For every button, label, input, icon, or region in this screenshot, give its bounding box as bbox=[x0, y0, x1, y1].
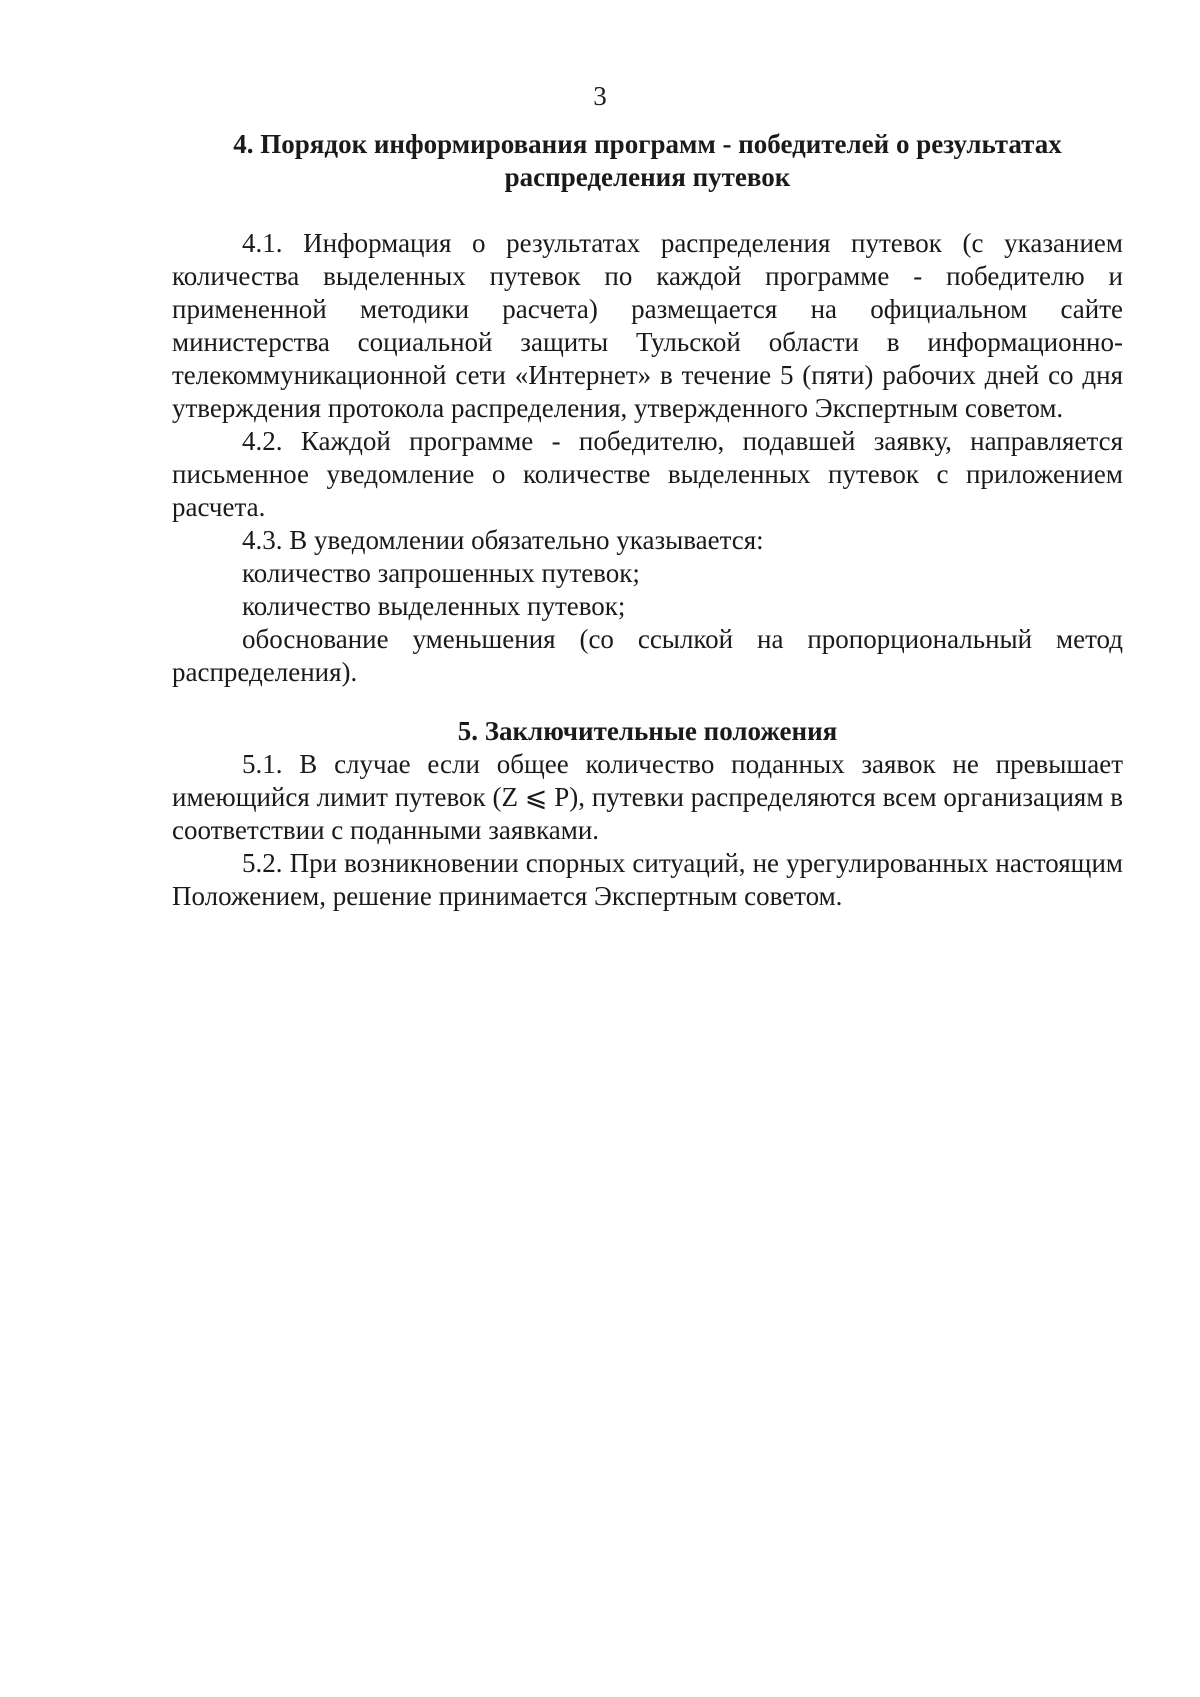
list-item-requested: количество запрошенных путевок; bbox=[242, 558, 640, 588]
paragraph-4-2: 4.2. Каждой программе - победителю, подавшей заявку, направляется письменное уведомление о количестве выделенных путевок с приложением расчета. bbox=[172, 426, 1123, 522]
section-4-heading bbox=[172, 128, 1123, 194]
document-body bbox=[172, 128, 1123, 913]
paragraph-5-1: 5.1. В случае если общее количество поданных заявок не превышает имеющийся лимит путевок (Z ⩽ P), путевки распределяются всем организациям в соответствии с поданными заявками. bbox=[172, 749, 1123, 845]
section-4-heading-line-1: 4. Порядок информирования программ - победителей о результатах bbox=[233, 129, 1062, 159]
paragraph-4-1: 4.1. Информация о результатах распределения путевок (с указанием количества выделенных путевок по каждой программе - победителю и примененной методики расчета) размещается на официальном сайте министерства социальной защиты Тульской области в информационно-телекоммуникационной сети «Интернет» в течение 5 (пяти) рабочих дней со дня утверждения протокола распределения, утвержденного Экспертным советом. bbox=[172, 228, 1123, 423]
paragraph-4-3: 4.3. В уведомлении обязательно указывается: bbox=[242, 525, 764, 555]
paragraph-5-2: 5.2. При возникновении спорных ситуаций, не урегулированных настоящим Положением, решение принимается Экспертным советом. bbox=[172, 848, 1123, 911]
list-item-allocated: количество выделенных путевок; bbox=[242, 591, 626, 621]
section-4-heading-line-2: распределения путевок bbox=[504, 162, 791, 192]
section-5-heading: 5. Заключительные положения bbox=[457, 716, 838, 746]
page-number: 3 bbox=[593, 81, 607, 111]
list-item-justification: обоснование уменьшения (со ссылкой на пропорциональный метод распределения). bbox=[172, 624, 1123, 687]
